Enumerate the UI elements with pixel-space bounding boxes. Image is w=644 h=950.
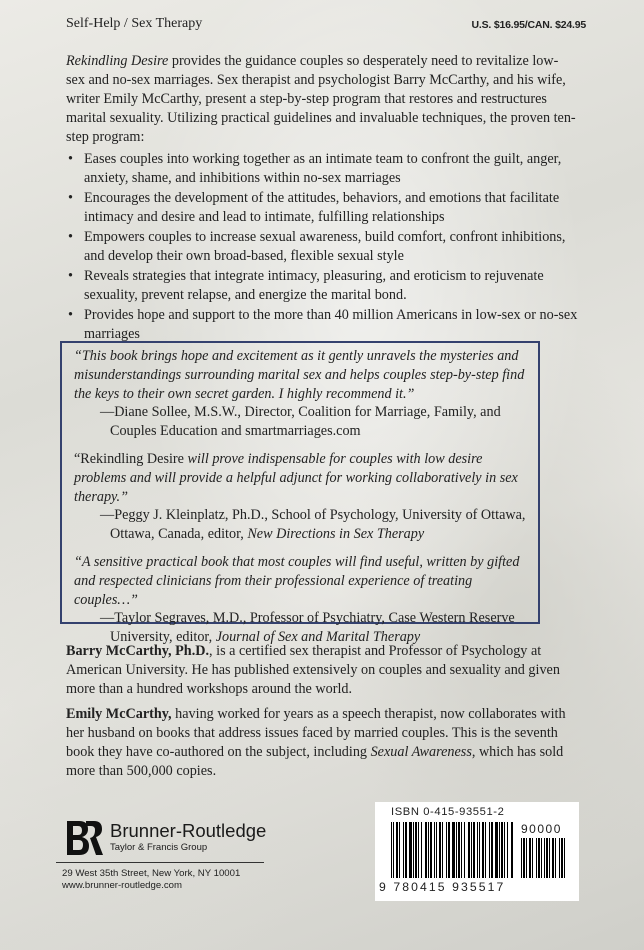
price-label: U.S. $16.95/CAN. $24.95 xyxy=(471,19,586,31)
author-bio xyxy=(66,705,584,781)
addon-barcode xyxy=(521,838,567,878)
barcode-block xyxy=(375,802,579,901)
endorsement-text: “This book brings hope and excitement as it gently unravels the mysteries and misunderstandings surrounding marital sex and helps couples step-by-step find the keys to their own secret garden. I highly recommend it.” xyxy=(74,348,525,402)
endorsement xyxy=(74,553,526,647)
endorsement-text: “A sensitive practical book that most couples will find useful, written by gifted and respected clinicians from their professional experience of treating couples…” xyxy=(74,553,520,608)
list-item: • Provides hope and support to the more than 40 million Americans in low-sex or no-sex marriages xyxy=(66,306,580,344)
price-addon-number: 90000 xyxy=(521,822,562,836)
intro-paragraph xyxy=(66,52,576,147)
attribution-title: Journal of Sex and Marital Therapy xyxy=(215,629,421,646)
header xyxy=(66,16,586,36)
publisher-block xyxy=(64,818,324,898)
endorsement-title: “Rekindling Desire xyxy=(74,450,184,467)
bio-text-end: , which has sold more than 500,000 copies. xyxy=(66,744,564,779)
endorsement xyxy=(74,347,526,441)
publisher-name: Brunner-Routledge xyxy=(110,820,267,841)
endorsements-box xyxy=(60,341,540,646)
ean-number: 9 780415 935517 xyxy=(379,880,506,894)
publisher-logo xyxy=(64,818,104,858)
author-bio xyxy=(66,642,584,699)
bio-text: , is a certified sex therapist and Professor of Psychology at American University. He has published extensively on couples and sexuality and given more than a hundred workshops around the world. xyxy=(66,643,560,697)
list-item: • Eases couples into working together as an intimate team to confront the guilt, anger, anxiety, shame, and inhibitions within no-sex marriages xyxy=(66,150,580,188)
publisher-address: 29 West 35th Street, New York, NY 10001 xyxy=(62,868,241,879)
divider xyxy=(56,862,264,863)
intro-text: provides the guidance couples so desperately need to revitalize low-sex and no-sex marriages. Sex therapist and psychologist Barry McCarthy, and his wife, writer Emily McCarthy, present a step-by-step program that restores and restructures marital sexuality. Utilizing practical guidelines and invaluable techniques, the proven ten-step program: xyxy=(66,53,576,145)
feature-list xyxy=(66,150,580,345)
publisher-website: www.brunner-routledge.com xyxy=(62,880,182,891)
publisher-group: Taylor & Francis Group xyxy=(110,842,208,853)
list-item: • Empowers couples to increase sexual awareness, build comfort, confront inhibitions, and develop their own broad-based, flexible sexual style xyxy=(66,228,580,266)
book-title: Rekindling Desire xyxy=(66,53,169,69)
attribution-text: —Peggy J. Kleinplatz, Ph.D., School of Psychology, University of Ottawa, Ottawa, Canada, editor, xyxy=(100,507,526,543)
book-title: Sexual Awareness xyxy=(370,744,472,760)
ean-barcode xyxy=(391,822,513,878)
endorsement xyxy=(74,450,526,544)
endorsement-body: will prove indispensable for couples with low desire problems and will provide a helpful adjunct for working collaboratively in sex therapy.” xyxy=(74,450,518,505)
endorsement-text xyxy=(74,450,526,506)
category-label: Self-Help / Sex Therapy xyxy=(66,16,203,31)
bio-text: having worked for years as a speech therapist, now collaborates with her husband on books that address issues faced by married couples. This is the seventh book they have co-authored on the subject, including xyxy=(66,706,566,760)
endorsement-attribution xyxy=(100,506,526,544)
attribution-title: New Directions in Sex Therapy xyxy=(247,526,425,543)
attribution-text: —Taylor Segraves, M.D., Professor of Psychiatry, Case Western Reserve University, editor, xyxy=(100,610,515,646)
isbn-label: ISBN 0-415-93551-2 xyxy=(391,806,505,818)
list-item: • Reveals strategies that integrate intimacy, pleasuring, and eroticism to rejuvenate sexuality, prevent relapse, and energize the marital bond. xyxy=(66,267,580,305)
author-name: Emily McCarthy, xyxy=(66,706,172,722)
list-item: • Encourages the development of the attitudes, behaviors, and emotions that facilitate intimacy and desire and lead to intimate, fulfilling relationships xyxy=(66,189,580,227)
endorsement-attribution: —Diane Sollee, M.S.W., Director, Coalition for Marriage, Family, and Couples Education and smartmarriages.com xyxy=(100,404,501,440)
author-name: Barry McCarthy, Ph.D. xyxy=(66,643,210,659)
